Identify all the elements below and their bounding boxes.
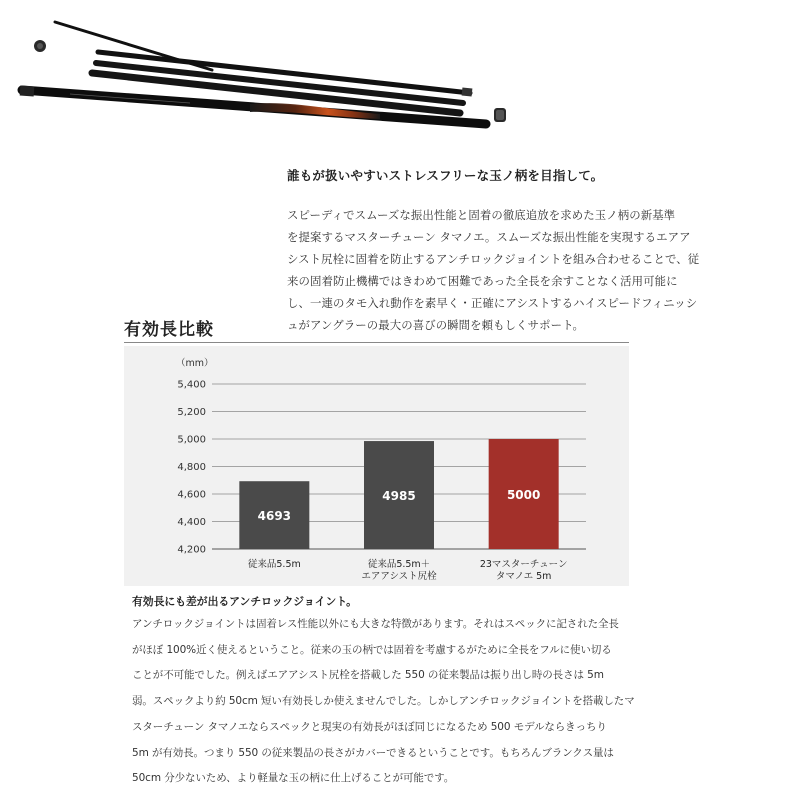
effect-line: スターチューン タマノエならスペックと現実の有効長がほぼ同じになるため 500 モデルならきっちり: [132, 720, 607, 733]
effect-line: がほぼ 100%近く使えるということ。従来の玉の柄では固着を考慮するがために全長をフルに使い切る: [132, 643, 612, 656]
section-title: 有効長比較: [124, 320, 214, 340]
section-title-rule: [124, 342, 629, 343]
effect-line: 50cm 分少ないため、より軽量な玉の柄に仕上げることが可能です。: [132, 772, 455, 785]
rod-section-2: [98, 52, 472, 97]
y-tick-label: 4,200: [177, 544, 206, 556]
intro-line: ュがアングラーの最大の喜びの瞬間を頼もしくサポート。: [287, 318, 585, 332]
category-label: 従来品5.5m＋: [367, 559, 431, 570]
headline: 誰もが扱いやすいストレスフリーな玉ノ柄を目指して。: [287, 168, 604, 183]
intro-paragraph: [287, 204, 757, 336]
bar-value-label: 4985: [382, 489, 416, 504]
category-label: タマノエ 5m: [495, 571, 552, 582]
bar-value-label: 4693: [257, 509, 292, 524]
rod-end-cap-right: [494, 108, 506, 122]
rod-end-cap-left: [34, 40, 46, 52]
intro-line: スピーディでスムーズな振出性能と固着の徹底追放を求めた玉ノ柄の新基準: [287, 208, 676, 222]
product-image: [0, 0, 540, 150]
intro-line: 来の固着防止機構ではきわめて困難であった全長を余すことなく活用可能に: [287, 274, 678, 288]
effect-paragraph: [132, 612, 672, 792]
y-tick-label: 4,400: [177, 517, 206, 528]
bar-value-label: 5000: [506, 488, 541, 502]
effect-line: ことが不可能でした。例えばエアアシスト尻栓を搭載した 550 の従来製品は振り出し時の長さは 5m: [132, 669, 604, 682]
effective-length-chart: [124, 346, 629, 586]
y-tick-label: 5,400: [177, 379, 206, 391]
effect-line: 弱。スペックより約 50cm 短い有効長しか使えませんでした。しかしアンチロックジョイントを搭載したマ: [132, 695, 635, 708]
y-unit-label: （mm）: [176, 358, 214, 369]
effect-line: 5m が有効長。つまり 550 の従来製品の長さがカバーできるということです。もちろんブランクス量は: [132, 746, 614, 759]
y-tick-label: 4,600: [177, 489, 206, 501]
y-tick-label: 4,800: [177, 462, 206, 473]
category-label: 従来品5.5m: [247, 559, 301, 570]
intro-line: を提案するマスターチューン タマノエ。スムーズな振出性能を実現するエアア: [287, 230, 691, 244]
category-label: 23マスターチューン: [479, 559, 568, 570]
category-label: エアアシスト尻栓: [361, 571, 437, 582]
y-tick-label: 5,200: [177, 407, 206, 418]
effect-line: アンチロックジョイントは固着レス性能以外にも大きな特徴があります。それはスペックに記された全長: [132, 618, 619, 630]
intro-line: し、一連のタモ入れ動作を素早く・正確にアシストするハイスピードフィニッシ: [287, 296, 698, 310]
y-tick-label: 5,000: [177, 434, 206, 446]
effect-heading: 有効長にも差が出るアンチロックジョイント。: [132, 595, 357, 608]
intro-line: シスト尻栓に固着を防止するアンチロックジョイントを組み合わせることで、従: [287, 252, 700, 266]
